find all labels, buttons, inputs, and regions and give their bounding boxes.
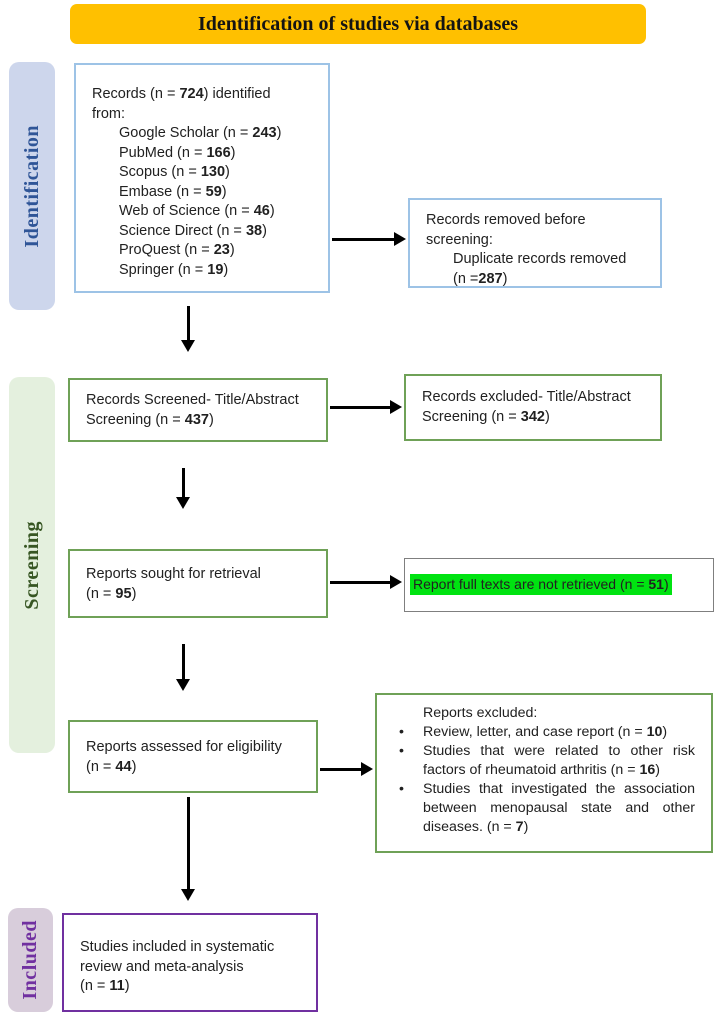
text-line: Reports assessed for eligibility: [86, 739, 282, 755]
bullet-icon: •: [399, 743, 404, 759]
records-excluded-box: [404, 374, 662, 441]
records-screened-box: [68, 378, 328, 442]
text-line: Studies included in systematic: [80, 939, 275, 955]
text-line: Scopus (n = 130): [119, 164, 230, 180]
text-line: (n = 44): [86, 758, 137, 775]
text-line: Report full texts are not retrieved (n = 51): [410, 575, 672, 595]
bullet-icon: •: [399, 781, 404, 797]
stage-band-identification: [9, 62, 55, 310]
diagram-title: Identification of studies via databases: [70, 4, 646, 44]
text-line: from:: [92, 105, 126, 122]
text-line: Google Scholar (n = 243): [119, 125, 282, 141]
text-line: Records removed before: [426, 212, 586, 228]
text-line: • Studies that were related to other risk factors of rheumatoid arthritis (n = 16): [399, 743, 695, 778]
text-line: ProQuest (n = 23): [119, 242, 235, 258]
text-line: Screening (n = 342): [422, 408, 550, 425]
stage-label-identification: Identification: [20, 124, 43, 248]
text-line: • Review, letter, and case report (n = 10): [399, 724, 668, 740]
text-line: (n =287): [453, 270, 508, 287]
text-line: Web of Science (n = 46): [119, 203, 275, 219]
text-line: • Studies that investigated the association between menopausal state and other diseases. (n = 7): [399, 781, 695, 835]
text-line: review and meta-analysis: [80, 958, 244, 975]
text-line: Science Direct (n = 38): [119, 222, 267, 239]
text-line: Springer (n = 19): [119, 261, 229, 278]
reports-excluded-box: [375, 693, 713, 853]
text-line: Reports sought for retrieval: [86, 566, 261, 582]
text-line: Records Screened- Title/Abstract: [86, 392, 299, 408]
studies-included-box: [62, 913, 318, 1012]
text-line: screening:: [426, 231, 493, 248]
text-line: Screening (n = 437): [86, 411, 214, 428]
text-line: (n = 95): [86, 585, 137, 602]
text-line: Records (n = 724) identified: [92, 86, 271, 102]
stage-label-included: Included: [19, 920, 41, 1000]
bullet-icon: •: [399, 724, 404, 740]
text-line: Reports excluded:: [423, 705, 538, 721]
reports-not-retrieved-box: [404, 558, 714, 612]
stage-label-screening: Screening: [20, 520, 43, 610]
text-line: Records excluded- Title/Abstract: [422, 389, 631, 405]
reports-assessed-box: [68, 720, 318, 793]
text-line: Duplicate records removed: [453, 251, 627, 267]
text-line: (n = 11): [80, 978, 130, 994]
text-line: PubMed (n = 166): [119, 144, 236, 161]
records-identified-box: [74, 63, 330, 293]
records-removed-box: [408, 198, 662, 288]
stage-band-included: [8, 908, 53, 1012]
stage-band-screening: [9, 377, 55, 753]
reports-sought-box: [68, 549, 328, 618]
text-line: Embase (n = 59): [119, 183, 227, 200]
